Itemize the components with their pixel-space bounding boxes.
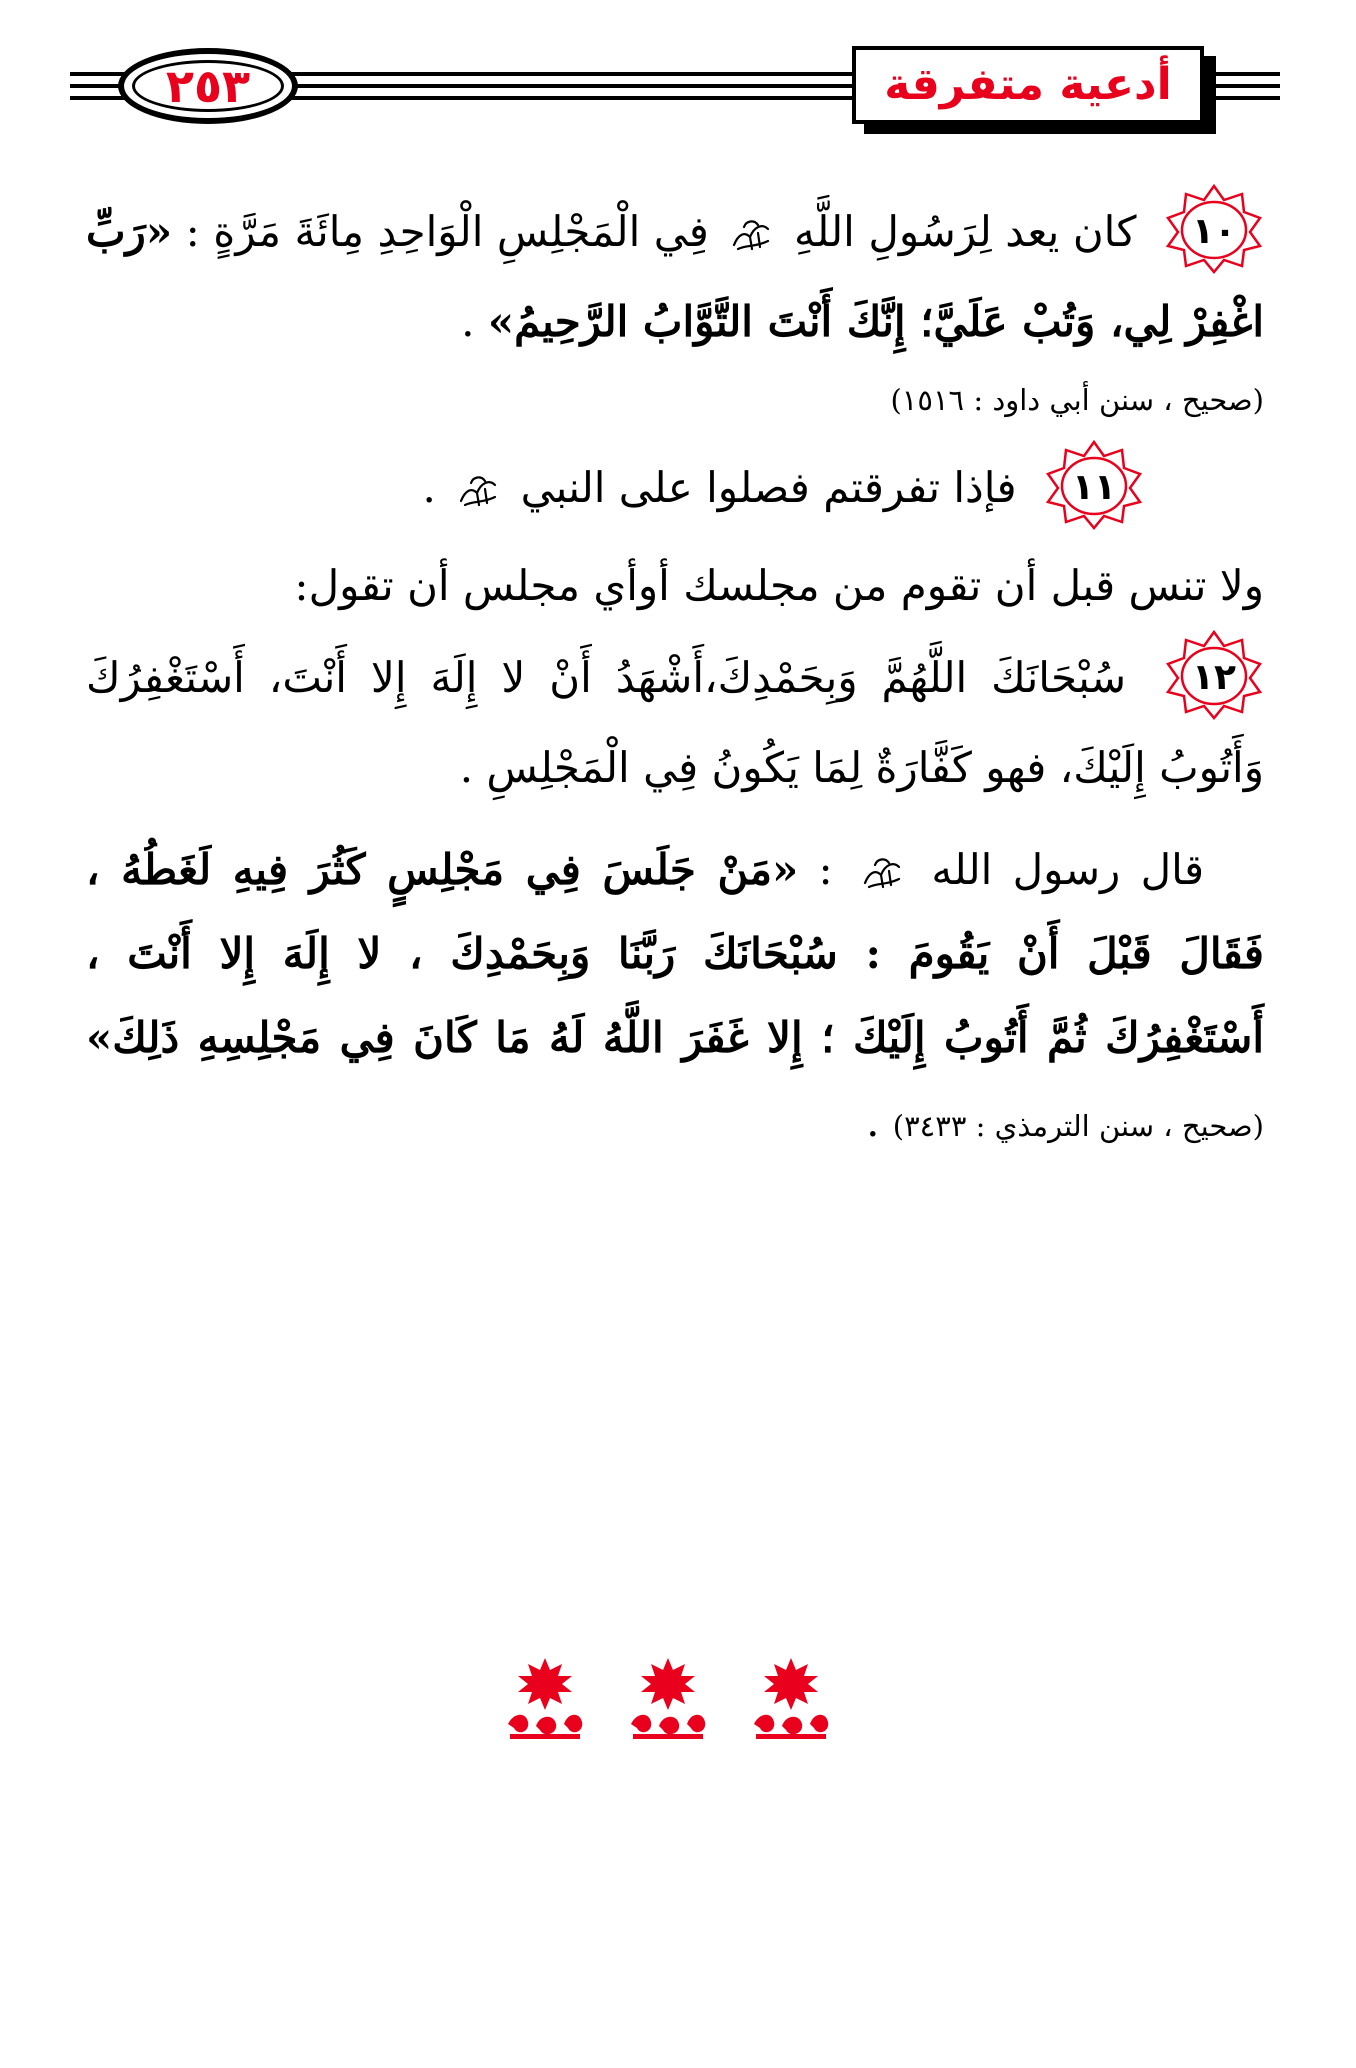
item-10-intro: كان يعد لِرَسُولِ اللَّهِ [793,207,1137,256]
item-12 [86,636,1264,810]
page-number-oval [118,48,298,124]
salla-allahu-alayhi-wasallam-glyph-icon [859,853,905,893]
hadith-end: . [866,1097,880,1146]
hadith-intro: قال رسول الله [931,845,1205,894]
item-number: ١٢ [1192,657,1236,698]
floral-ornament-icon [746,1654,836,1742]
ornamental-star-badge-icon [1164,630,1264,720]
transition-line: ولا تنس قبل أن تقوم من مجلسك أوأي مجلس أن تقول: [294,561,1264,610]
item-number: ١٠ [1192,211,1236,252]
hadith-citation: (صحيح ، سنن الترمذي : ٣٤٣٣) [892,1109,1264,1143]
floral-ornament-icon [500,1654,590,1742]
item-number-badge [1164,630,1264,720]
hadith-colon: : [818,845,833,894]
running-title-box [852,46,1204,124]
item-number: ١١ [1072,467,1116,508]
item-10-dua: «رَبِّ اغْفِرْ لِي، وَتُبْ عَلَيَّ؛ إِنَّكَ أَنْتَ التَّوَّابُ الرَّحِيمُ» [86,207,1264,346]
salla-allahu-alayhi-wasallam-glyph-icon [728,215,774,255]
item-10-intro-rest: فِي الْمَجْلِسِ الْوَاحِدِ مِائَةَ مَرَّةٍ : [185,207,709,256]
item-10 [86,190,1264,364]
item-12-text: سُبْحَانَكَ اللَّهُمَّ وَبِحَمْدِكَ،أَشْهَدُ أَنْ لا إِلَهَ إِلا أَنْتَ، أَسْتَغْفِرُكَ وَأَتُوبُ إِلَيْكَ، فهو كَفَّارَةٌ لِمَا يَكُونُ فِي الْمَجْلِسِ . [86,653,1264,792]
running-title: أدعية متفرقة [884,59,1172,110]
item-10-citation: (صحيح ، سنن أبي داود : ١٥١٦) [890,383,1264,417]
item-number-badge [1044,440,1144,530]
page-header [0,0,1356,150]
hadith [86,828,1264,1168]
item-11-end: . [422,463,436,512]
item-11-text: فإذا تفرقتم فصلوا على النبي [520,463,1017,512]
ornamental-star-badge-icon [1044,440,1144,530]
hadith-text: «مَنْ جَلَسَ فِي مَجْلِسٍ كَثُرَ فِيهِ لَغَطُهُ ، فَقَالَ قَبْلَ أَنْ يَقُومَ : سُبْحَانَكَ رَبَّنَا وَبِحَمْدِكَ ، لا إِلَهَ إِلا أَنْتَ ، أَسْتَغْفِرُكَ ثُمَّ أَتُوبُ إِلَيْكَ ؛ إِلا غَفَرَ اللَّهُ لَهُ مَا كَانَ فِي مَجْلِسِهِ ذَلِكَ» [86,845,1264,1062]
salla-allahu-alayhi-wasallam-glyph-icon [455,471,501,511]
item-11 [86,446,1264,536]
page-number: ٢٥٣ [165,59,251,113]
item-10-end: . [461,297,475,346]
item-number-badge [1164,184,1264,274]
page-content [86,190,1264,1168]
floral-ornament-icon [623,1654,713,1742]
ornamental-star-badge-icon [1164,184,1264,274]
footer-ornaments [500,1654,836,1742]
